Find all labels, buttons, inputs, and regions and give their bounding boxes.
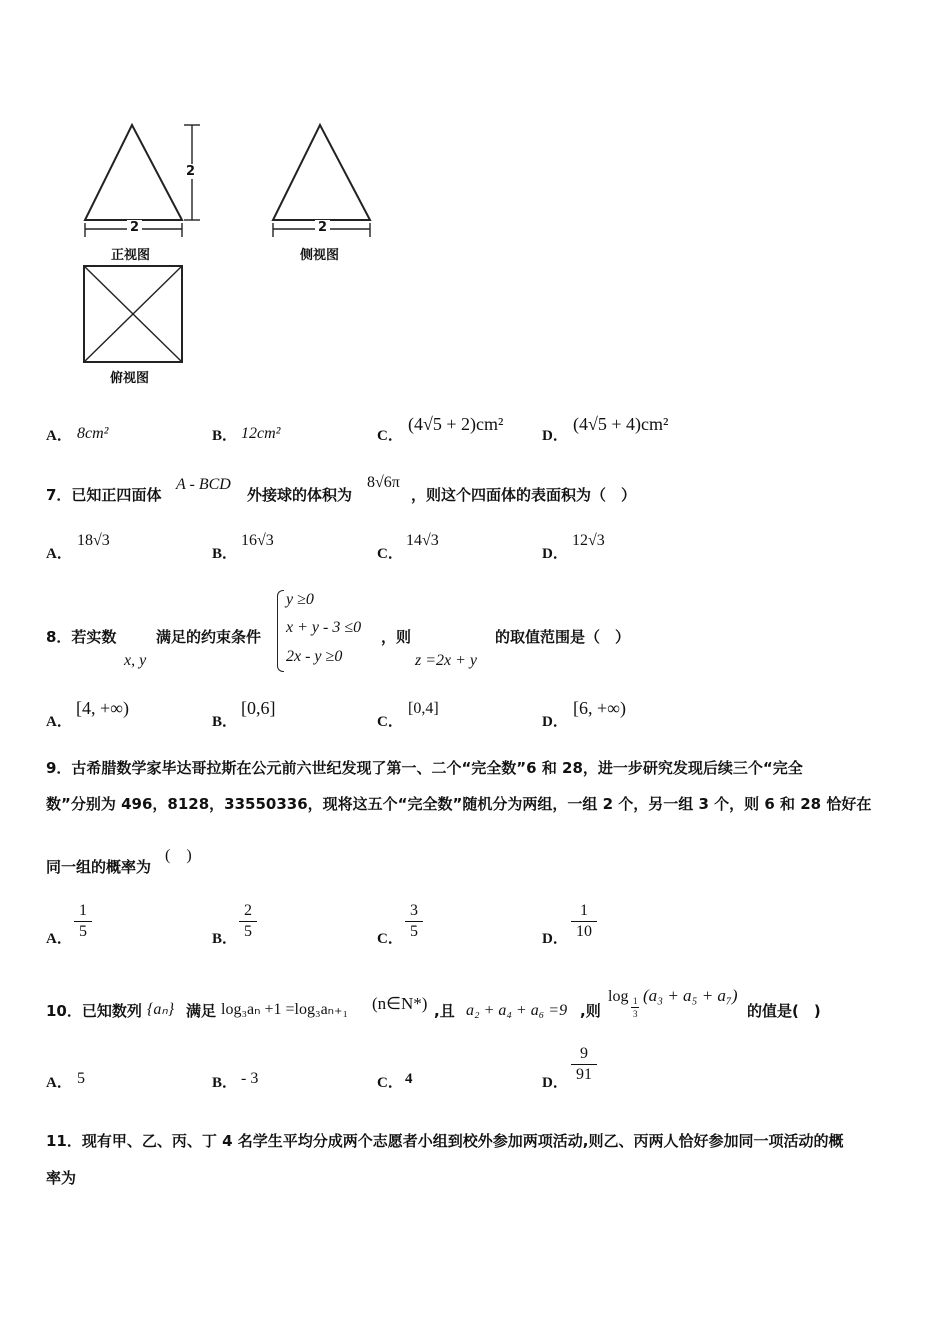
q10-log-base: 1 3 (633, 996, 638, 1019)
q10-then: ,则 (580, 1002, 601, 1020)
q10-log-word: log (608, 988, 629, 1005)
q10-sum-condition: a₂ + a₄ + a₆ =9 (466, 1002, 568, 1019)
q9-option-a-letter: A． (46, 931, 72, 947)
q10-option-a-letter: A． (46, 1075, 72, 1091)
q6-option-d-letter: D． (542, 428, 568, 444)
top-view-caption: 俯视图 (110, 371, 150, 386)
q9-option-b-letter: B． (212, 931, 238, 947)
q10-relation: log₃aₙ +1 =log₃aₙ₊₁ (221, 1001, 349, 1018)
q6-option-d-text: (4√5 + 4)cm² (573, 414, 669, 434)
q8-vars: x, y (124, 652, 147, 669)
q8-stem-prefix: 8．若实数 (46, 628, 117, 646)
q8-constraint-1: y ≥0 (286, 591, 314, 608)
q10-option-b-letter: B． (212, 1075, 238, 1091)
q8-stem-mid: 满足的约束条件 (156, 628, 262, 646)
q6-option-a-text: 8cm² (77, 425, 109, 442)
q9-paren: ( ) (165, 847, 192, 864)
q7-stem-prefix: 7．已知正四面体 (46, 486, 162, 504)
q7-option-d-letter: D． (542, 546, 568, 562)
q11-line-2: 率为 (46, 1169, 77, 1187)
q11-line-1: 11．现有甲、乙、丙、丁 4 名学生平均分成两个志愿者小组到校外参加两项活动,则乙、丙两人恰好参加同一项活动的概 (46, 1132, 844, 1150)
q7-option-a-text: 18√3 (77, 532, 110, 549)
q8-constraint-2: x + y - 3 ≤0 (286, 619, 362, 636)
q8-option-c-text: [0,4] (408, 700, 439, 717)
q8-option-b-text: [0,6] (241, 698, 276, 718)
q8-objective: z =2x + y (415, 652, 478, 669)
q10-domain: (n∈N*) (372, 994, 428, 1013)
q8-option-c-letter: C． (377, 714, 403, 730)
q7-option-a-letter: A． (46, 546, 72, 562)
q8-option-a-letter: A． (46, 714, 72, 730)
front-width-label: 2 (127, 220, 142, 235)
q10-sequence: {aₙ} (147, 1001, 175, 1018)
q9-option-d-fraction: 1 10 (571, 902, 597, 941)
front-view-triangle (85, 125, 182, 220)
q6-option-b-text: 12cm² (241, 425, 281, 442)
q10-option-d-fraction: 9 91 (571, 1045, 597, 1084)
q7-option-c-letter: C． (377, 546, 403, 562)
q8-stem-then: ，则 (381, 628, 412, 646)
q9-option-b-fraction: 2 5 (239, 902, 257, 941)
q7-stem-mid: 外接球的体积为 (247, 486, 353, 504)
q10-stem-prefix: 10．已知数列 (46, 1002, 142, 1020)
q9-line-2: 数”分别为 496，8128，33550336，现将这五个“完全数”随机分为两组，一组 2 个，另一组 3 个，则 6 和 28 恰好在 (46, 795, 872, 813)
q7-tetrahedron: A - BCD (176, 476, 231, 493)
q7-option-d-text: 12√3 (572, 532, 605, 549)
q10-stem-mid: 满足 (186, 1002, 217, 1020)
front-view-caption: 正视图 (111, 248, 151, 263)
q8-option-d-letter: D． (542, 714, 568, 730)
q9-option-a-fraction: 1 5 (74, 902, 92, 941)
q8-option-a-text: [4, +∞) (76, 698, 129, 718)
q10-option-c-letter: C． (377, 1075, 403, 1091)
q6-option-a-letter: A． (46, 428, 72, 444)
q9-option-c-fraction: 3 5 (405, 902, 423, 941)
q9-option-c-letter: C． (377, 931, 403, 947)
q10-option-a-text: 5 (77, 1070, 85, 1087)
q9-option-d-letter: D． (542, 931, 568, 947)
q10-option-c-text: 4 (405, 1071, 413, 1087)
q8-option-d-text: [6, +∞) (573, 698, 626, 718)
q9-line-1: 9．古希腊数学家毕达哥拉斯在公元前六世纪发现了第一、二个“完全数”6 和 28，进一步研究发现后续三个“完全 (46, 759, 803, 777)
q8-stem-suffix: 的取值范围是（ ） (495, 628, 631, 646)
q10-option-d-letter: D． (542, 1075, 568, 1091)
q10-option-b-text: - 3 (241, 1070, 259, 1087)
side-view-caption: 侧视图 (300, 248, 340, 263)
q9-line-3: 同一组的概率为 (46, 858, 152, 876)
q10-stem-suffix: 的值是( ) (747, 1002, 821, 1020)
q6-option-c-text: (4√5 + 2)cm² (408, 414, 504, 434)
q7-option-b-letter: B． (212, 546, 238, 562)
q10-and: ,且 (434, 1002, 455, 1020)
q7-volume: 8√6π (367, 474, 400, 491)
q6-option-c-letter: C． (377, 428, 403, 444)
side-width-label: 2 (315, 220, 330, 235)
q8-option-b-letter: B． (212, 714, 238, 730)
q8-constraint-brace (277, 590, 284, 672)
q8-constraint-3: 2x - y ≥0 (286, 648, 343, 665)
height-label: 2 (186, 164, 196, 179)
q7-stem-suffix: ，则这个四面体的表面积为（ ） (411, 486, 637, 504)
q7-option-c-text: 14√3 (406, 532, 439, 549)
side-view-triangle (273, 125, 370, 220)
q7-option-b-text: 16√3 (241, 532, 274, 549)
q10-log-argument: (a₃ + a₅ + a₇) (643, 986, 738, 1005)
q6-option-b-letter: B． (212, 428, 238, 444)
